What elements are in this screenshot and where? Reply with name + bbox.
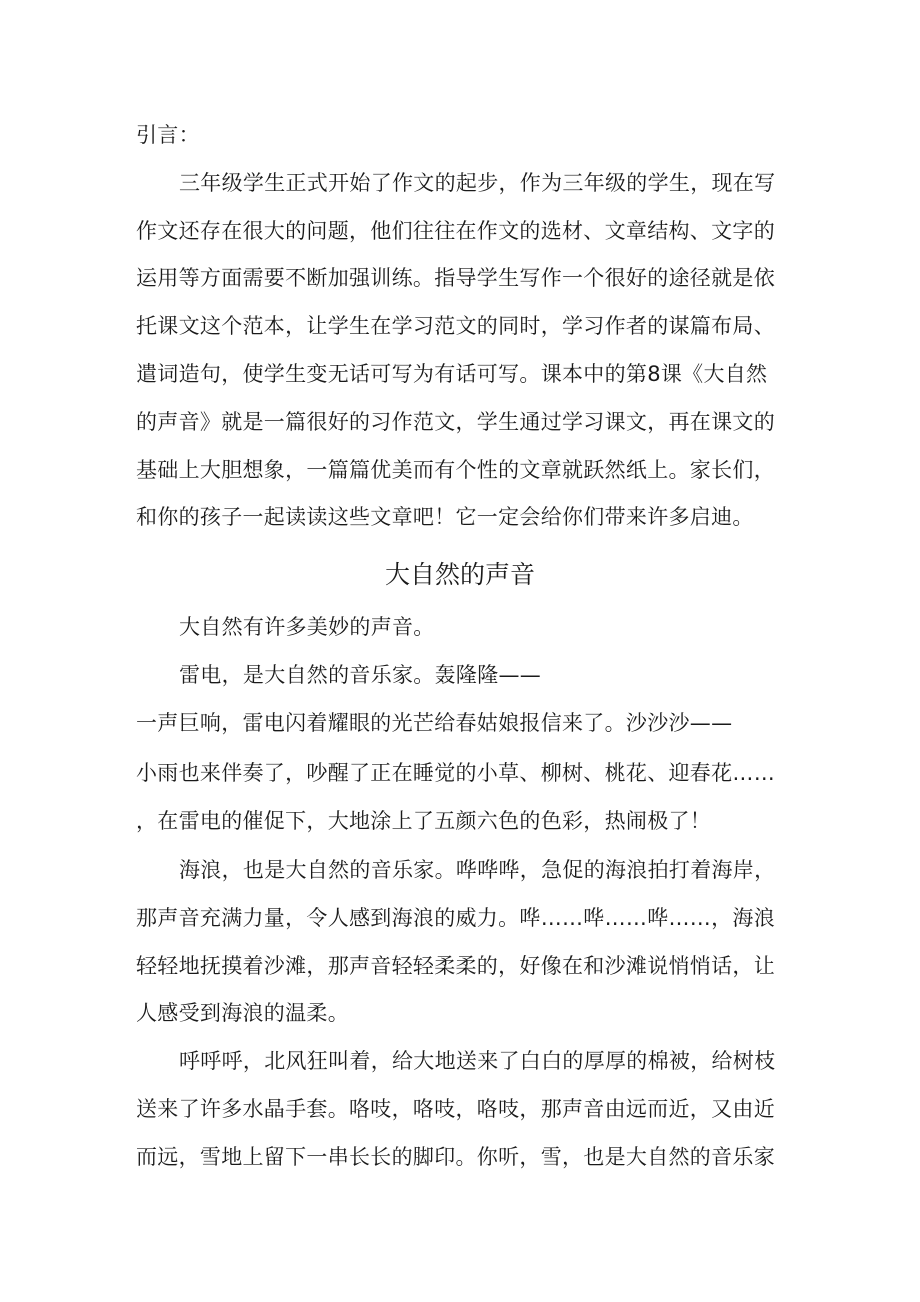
intro-line: 三年级学生正式开始了作文的起步，作为三年级的学生，现在写 <box>179 171 776 195</box>
intro-line: 基础上大胆想象，一篇篇优美而有个性的文章就跃然纸上。家长们， <box>136 458 775 482</box>
article-line: 而远，雪地上留下一串长长的脚印。你听，雪，也是大自然的音乐家 <box>136 1145 775 1169</box>
article-line: 人感受到海浪的温柔。 <box>136 1001 349 1025</box>
article-line: ，在雷电的催促下，大地涂上了五颜六色的色彩，热闹极了！ <box>136 809 712 833</box>
article-line: 轻轻地抚摸着沙滩，那声音轻轻柔柔的，好像在和沙滩说悄悄话，让 <box>136 954 775 978</box>
article-line: 大自然有许多美妙的声音。 <box>179 615 435 639</box>
intro-line: 作文还存在很大的问题，他们往往在作文的选材、文章结构、文字的 <box>136 219 775 243</box>
article-line: 小雨也来伴奏了，吵醒了正在睡觉的小草、柳树、桃花、迎春花…… <box>136 761 775 785</box>
intro-line: 运用等方面需要不断加强训练。指导学生写作一个很好的途径就是依 <box>136 266 775 290</box>
article-line: 那声音充满力量，令人感到海浪的威力。哗……哗……哗……，海浪 <box>136 906 775 930</box>
article-title: 大自然的声音 <box>384 560 535 589</box>
intro-heading: 引言： <box>136 123 200 147</box>
article-line: 雷电，是大自然的音乐家。轰隆隆—— <box>179 663 542 687</box>
intro-line: 遣词造句，使学生变无话可写为有话可写。课本中的第8课《大自然 <box>136 362 768 386</box>
article-line: 送来了许多水晶手套。咯吱，咯吱，咯吱，那声音由远而近，又由近 <box>136 1097 775 1121</box>
intro-line: 和你的孩子一起读读这些文章吧！它一定会给你们带来许多启迪。 <box>136 505 754 529</box>
article-line: 一声巨响，雷电闪着耀眼的光芒给春姑娘报信来了。沙沙沙—— <box>136 711 733 735</box>
article-line: 海浪，也是大自然的音乐家。哗哗哗，急促的海浪拍打着海岸， <box>179 858 776 882</box>
intro-line: 托课文这个范本，让学生在学习范文的同时，学习作者的谋篇布局、 <box>136 314 775 338</box>
intro-line: 的声音》就是一篇很好的习作范文，学生通过学习课文，再在课文的 <box>136 410 775 434</box>
article-line: 呼呼呼，北风狂叫着，给大地送来了白白的厚厚的棉被，给树枝 <box>179 1049 776 1073</box>
